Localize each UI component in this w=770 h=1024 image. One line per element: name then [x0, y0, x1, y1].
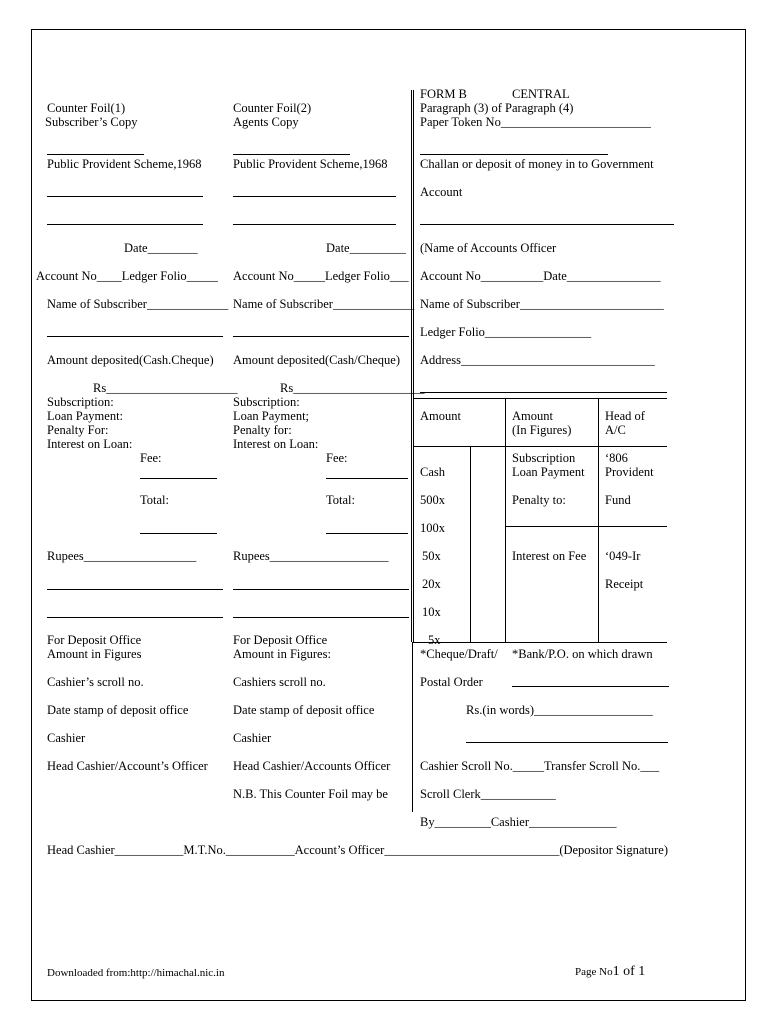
column-divider-right	[411, 90, 414, 642]
col3-officer: (Name of Accounts Officer	[420, 241, 557, 255]
col2-title1: Counter Foil(2)	[233, 101, 312, 115]
col1-rupees: Rupees__________________	[47, 549, 197, 563]
col2-nb: N.B. This Counter Foil may be	[233, 787, 388, 801]
table-fund: Fund	[605, 493, 631, 507]
table-header-ac: A/C	[605, 423, 626, 437]
col3-ledger: Ledger Folio_________________	[420, 325, 592, 339]
col2-total-line	[326, 533, 408, 534]
col2-scroll: Cashiers scroll no.	[233, 675, 326, 689]
col3-by: By_________Cashier______________	[420, 815, 617, 829]
table-header-in-figures: (In Figures)	[512, 423, 572, 437]
col3-postal: Postal Order	[420, 675, 483, 689]
col2-account: Account No_____Ledger Folio___	[233, 269, 409, 283]
col1-total: Total:	[140, 493, 169, 507]
col3-rs-words: Rs.(in words)___________________	[466, 703, 653, 717]
col1-amount: Amount deposited(Cash.Cheque)	[47, 353, 214, 367]
col1-account: Account No____Ledger Folio_____	[36, 269, 218, 283]
col1-penalty: Penalty For:	[47, 423, 109, 437]
col3-rule	[420, 154, 608, 155]
col1-date-stamp: Date stamp of deposit office	[47, 703, 189, 717]
col2-deposit-office: For Deposit Office	[233, 633, 328, 647]
table-500x: 500x	[420, 493, 445, 507]
table-806: ‘806	[605, 451, 628, 465]
col1-head-cashier: Head Cashier/Account’s Officer	[47, 759, 208, 773]
col2-interest: Interest on Loan:	[233, 437, 319, 451]
table-col-divider	[505, 398, 506, 642]
col2-fee-line	[326, 478, 408, 479]
col3-blank-line	[466, 742, 668, 743]
col2-blank-line	[233, 617, 409, 618]
col2-blank-line	[233, 336, 409, 337]
table-cash: Cash	[420, 465, 445, 479]
table-header-border	[413, 446, 667, 447]
col1-amount-figures: Amount in Figures	[47, 647, 142, 661]
table-header-amount: Amount	[420, 409, 461, 423]
col3-scroll-clerk: Scroll Clerk____________	[420, 787, 556, 801]
col2-blank-line	[233, 589, 409, 590]
col1-scheme: Public Provident Scheme,1968	[47, 157, 202, 171]
col2-amount-figures: Amount in Figures:	[233, 647, 331, 661]
col1-interest: Interest on Loan:	[47, 437, 133, 451]
col1-date: Date________	[124, 241, 198, 255]
col2-scheme: Public Provident Scheme,1968	[233, 157, 388, 171]
col1-subscription: Subscription:	[47, 395, 114, 409]
table-5x: 5x	[428, 633, 441, 647]
col1-cashier: Cashier	[47, 731, 86, 745]
col1-total-line	[140, 533, 217, 534]
col3-account-word: Account	[420, 185, 463, 199]
col2-date: Date_________	[326, 241, 406, 255]
col3-name: Name of Subscriber_______________________	[420, 297, 664, 311]
col1-name: Name of Subscriber_____________	[47, 297, 229, 311]
table-row-border	[505, 526, 667, 527]
col1-fee-line	[140, 478, 217, 479]
table-049: ‘049-Ir	[605, 549, 641, 563]
col1-loan: Loan Payment:	[47, 409, 124, 423]
table-20x: 20x	[422, 577, 441, 591]
table-receipt: Receipt	[605, 577, 644, 591]
col2-rule	[233, 154, 350, 155]
col3-account-date: Account No__________Date_______________	[420, 269, 661, 283]
col3-address: Address_______________________________	[420, 353, 655, 367]
col3-form: FORM B	[420, 87, 467, 101]
footer-signature-line: Head Cashier___________M.T.No.___________Account’s Officer____________________________(Depositor Signature)	[47, 843, 668, 857]
col1-blank-line	[47, 617, 223, 618]
col2-head-cashier: Head Cashier/Accounts Officer	[233, 759, 391, 773]
col1-blank-line	[47, 196, 203, 197]
col2-blank-line	[233, 224, 396, 225]
table-loan-payment: Loan Payment	[512, 465, 585, 479]
col2-rs: Rs_____________________	[280, 381, 425, 395]
table-100x: 100x	[420, 521, 445, 535]
col1-blank-line	[47, 336, 223, 337]
col3-blank-line	[420, 392, 667, 393]
col2-total: Total:	[326, 493, 355, 507]
table-penalty-to: Penalty to:	[512, 493, 566, 507]
table-col-divider	[598, 398, 599, 642]
col1-deposit-office: For Deposit Office	[47, 633, 142, 647]
col1-fee: Fee:	[140, 451, 162, 465]
table-provident: Provident	[605, 465, 654, 479]
table-interest-fee: Interest on Fee	[512, 549, 587, 563]
col1-rule	[47, 154, 144, 155]
col3-cheque: *Cheque/Draft/	[420, 647, 498, 661]
col2-date-stamp: Date stamp of deposit office	[233, 703, 375, 717]
table-top-border	[413, 398, 667, 399]
col1-scroll: Cashier’s scroll no.	[47, 675, 144, 689]
table-col-divider	[470, 446, 471, 642]
col3-challan: Challan or deposit of money in to Government	[420, 157, 654, 171]
col2-amount: Amount deposited(Cash/Cheque)	[233, 353, 400, 367]
col2-name: Name of Subscriber_____________	[233, 297, 415, 311]
col1-blank-line	[47, 224, 203, 225]
footer-page-number	[575, 964, 645, 979]
col1-rs: Rs_____________________	[93, 381, 238, 395]
col1-blank-line	[47, 589, 223, 590]
col3-paragraph: Paragraph (3) of Paragraph (4)	[420, 101, 574, 115]
footer-downloaded: Downloaded from:http://himachal.nic.in	[47, 967, 225, 979]
col3-bank: *Bank/P.O. on which drawn	[512, 647, 653, 661]
col1-title2: Subscriber’s Copy	[45, 115, 138, 129]
table-header-head: Head of	[605, 409, 645, 423]
table-50x: 50x	[422, 549, 441, 563]
col2-loan: Loan Payment;	[233, 409, 310, 423]
col1-title1: Counter Foil(1)	[47, 101, 126, 115]
col2-fee: Fee:	[326, 451, 348, 465]
table-bottom-border	[413, 642, 667, 643]
table-subscription: Subscription	[512, 451, 576, 465]
col3-token: Paper Token No________________________	[420, 115, 651, 129]
col3-blank-line	[420, 224, 674, 225]
col3-scroll-no: Cashier Scroll No._____Transfer Scroll No.___	[420, 759, 660, 773]
table-10x: 10x	[422, 605, 441, 619]
col3-postal-line	[512, 686, 669, 687]
col2-blank-line	[233, 196, 396, 197]
page-prefix: Page No	[575, 966, 613, 978]
column-divider-right-lower	[412, 642, 413, 812]
col2-title2: Agents Copy	[233, 115, 299, 129]
table-header-amount-fig: Amount	[512, 409, 553, 423]
col3-central: CENTRAL	[512, 87, 570, 101]
page-suffix: 1 of 1	[612, 964, 646, 979]
col2-penalty: Penalty for:	[233, 423, 292, 437]
col2-cashier: Cashier	[233, 731, 272, 745]
col2-rupees: Rupees___________________	[233, 549, 389, 563]
col2-subscription: Subscription:	[233, 395, 300, 409]
